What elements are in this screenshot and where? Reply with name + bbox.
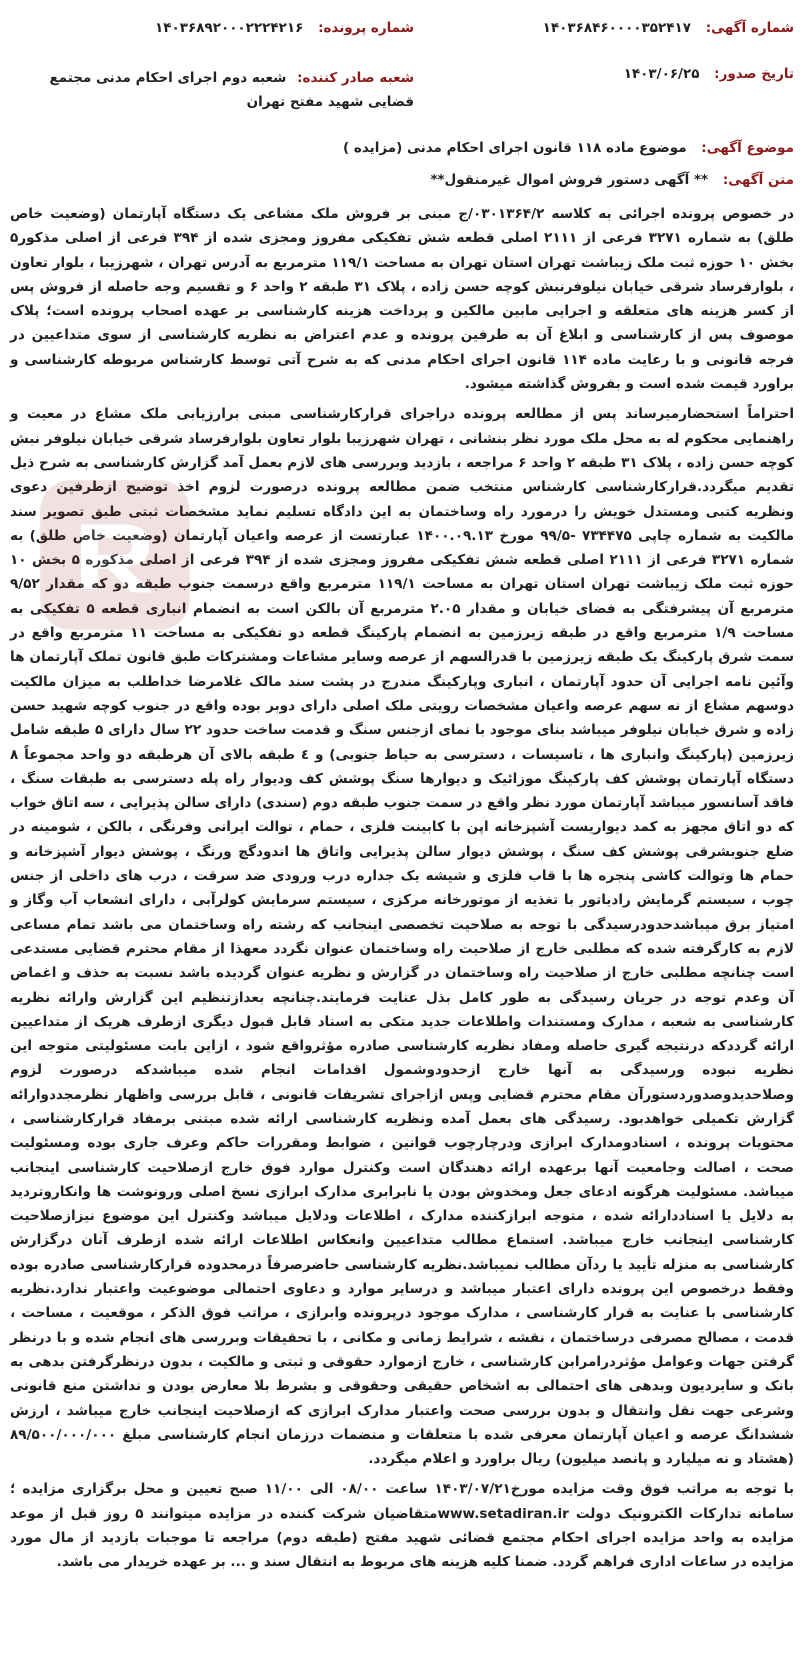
notice-title: ** آگهی دستور فروش اموال غیرمنقول**: [430, 172, 709, 188]
paragraph-expert-report: احتراماً استحضارمیرساند پس از مطالعه پرونده دراجرای قرارکارشناسی مبنی برارزیابی ملک مشاع در معیت و راهنمایی محکوم له به محل ملک مورد نظر بنشانی ، تهران شهرزیبا بلوار تعاون بلوارفرساد شرقی خیابان نیلوفر نبش کوچه حسن زاده ، پلاک ۳۱ طبقه ۲ واحد ۶ مراجعه ، بازدید وبررسی های لازم بعمل آمد گزارش کارشناسی به شرح ذیل تقدیم میگردد.قرارکارشناسی کارشناس منتخب ضمن مطالعه پرونده درصورت لزوم اخذ توضیح ازطرفین دعوی ونظریه کتبی ومستدل خویش را درمورد راه وساختمان به این دادگاه تسلیم نماید مشخصات ثبتی طبق تصویر سند مالکیت به شماره چاپی ۷۳۴۴۷۵ -۹۹/۵ مورخ ۱۴۰۰.۰۹.۱۳ عبارتست از عرصه واعیان آپارتمان (وضعیت خاص طلق) به شماره ۳۲۷۱ فرعی از ۲۱۱۱ اصلی قطعه شش تفکیکی مفروز ومجزی شده از ۳۹۴ فرعی از اصلی مذکوره ۵ بخش ۱۰ حوزه ثبت ملک زیباشت تهران استان تهران به مساحت ۱۱۹/۱ مترمربع واقع درسمت جنوب طبقه دو که مقدار ۹/۵۲ مترمربع آن پیشرفتگی به فضای خیابان و مقدار ۲.۰۵ مترمربع آن بالکن است به انضمام انباری قطعه ۵ تفکیکی به مساحت ۱/۹ مترمربع واقع در طبقه زیرزمین به انضمام پارکینگ قطعه دو تفکیکی به مساحت ۱۱ مترمربع واقع در سمت شرق پارکینگ یک طبقه زیرزمین با قدرالسهم از عرصه وسایر مشاعات ومشترکات طبق قانون تملک آپارتمان ها وآئین نامه اجرایی آن حدود آپارتمان ، انباری وپارکینگ مندرج در پشت سند مالک غلامرضا خداطلب به میزان مالکیت دوسهم مشاع از نه سهم عرصه واعیان مشخصات رویتی ملک اصلی دارای دوبر بوده واقع در جنوب کوچه شهید حسن زاده و شرق خیابان نیلوفر میباشد بنای موجود با نمای ازجنس سنگ و قدمت ساخت حدود ۲۲ سال دارای ۵ طبقه شامل زیرزمین (پارکینگ وانباری ها ، تاسیسات ، دسترسی به حیاط جنوبی) و ٤ طبقه بالای آن هرطبقه دو واحد مجموعاً ۸ دستگاه آپارتمان پوشش کف پارکینگ موزائیک و دیوارها سنگ پوشش کف ودیوار راه پله دسترسی به طبقات سنگ ، فاقد آسانسور میباشد آپارتمان مورد نظر واقع در سمت جنوب طبقه دوم (سندی) دارای سالن پذیرایی ، سه اتاق خواب که دو اتاق مجهز به کمد دیواریست آشپزخانه اپن با کابینت فلزی ، حمام ، توالت ایرانی وفرنگی ، بالکن ، شومینه در ضلع جنوبشرقی پوشش کف سنگ ، پوشش دیوار سالن پذیرایی واتاق ها اندودگچ ورنگ ، پوشش دیوار آشپزخانه و حمام ها وتوالت کاشی پنجره ها با قاب فلزی و شیشه یک جداره درب ورودی ضد سرقت ، درب های داخلی از جنس چوب ، سیستم گرمایش رادیاتور با تغذیه از موتورخانه مرکزی ، سیستم سرمایش کولرآبی ، دارای انشعاب آب وگاز و امتیاز برق میباشدحدودرسیدگی با توجه به صلاحیت تخصصی اینجانب که رشته راه وساختمان می باشد تمام مساعی لازم به کارگرفته شده که مطلبی خارج از صلاحیت راه وساختمان عنوان نگردد معهذا از مقام محترم قضایی مستدعی است چنانچه مطلبی خارج از صلاحیت راه وساختمان در گزارش و نظریه عنوان گردیده باشد نسبت به حذف و اغماض آن وعدم توجه در جریان رسیدگی به طور کامل بذل عنایت فرمایند.چنانچه بعدازتنظیم این گزارش وارائه نظریه کارشناسی به شعبه ، مدارک ومستندات واطلاعات جدید متکی به اسناد قابل قبول دیگری ازطرف هریک از متداعیین ارائه گرددکه درنتیجه گیری حاصله ومفاد نظریه کارشناسی صادره مؤثرواقع شود ، ازاین بابت مسئولیتی متوجه این نظریه نبوده ورسیدگی به آنها خارج ازحدودوشمول اقدامات انجام شده میباشدکه درصورت لزوم وصلاحدیدوصدوردستورآن مقام محترم قضایی وپس ازاجرای تشریفات قانونی ، قابل بررسی واظهار نظرمجددوارائه گزارش تکمیلی خواهدبود. رسیدگی های بعمل آمده ونظریه کارشناسی ارائه شده مبتنی برمفاد قرارکارشناسی ، محتویات پرونده ، اسنادومدارک ابرازی ودرچارچوب قوانین ، ضوابط ومقررات حاکم وعرف جاری بوده ومسئولیت صحت ، اصالت وجامعیت آنها برعهده ارائه دهندگان است وکنترل موارد فوق خارج ازصلاحیت کارشناسی اینجانب میباشد. مسئولیت هرگونه ادعای جعل ومخدوش بودن یا نابرابری مدارک ابرازی نسخ اصلی ورونوشت ها وانکاروتردید به دلایل یا اسناددارائه شده ، متوجه ابرازکننده مدارک ، اطلاعات ودلایل میباشد وکنترل این موضوع نیزازصلاحیت کارشناسی اینجانب خارج میباشد. استماع مطالب متداعیین وانعکاس اطلاعات ارائه شده ازطرف آنان درگزارش کارشناسی به منزله تأیید یا ردآن مطالب نمیباشد.نظریه کارشناسی حاضرصرفاً درمحدوده قرارکارشناسی صادره بوده وفقط درخصوص این پرونده دارای اعتبار میباشد و درسایر موارد و دعاوی احتمالی موضوعیت واعتبار ندارد.نظریه کارشناسی با عنایت به قرار کارشناسی ، مدارک موجود درپرونده وابرازی ، مراتب فوق الذکر ، موقعیت ، مساحت ، قدمت ، مصالح مصرفی درساختمان ، نقشه ، شرایط زمانی و مکانی ، با تحقیقات وبررسی های انجام شده و با درنظر گرفتن جهات وعوامل مؤثردرامرابن کارشناسی ، خارج ازموارد حقوقی و ثبتی و مالکیت ، بدون درنظرگرفتن بدهی به بانک و سایردیون وبدهی های احتمالی به اشخاص حقیقی وحقوقی و بشرط بلا معارض بودن و نداشتن منع قانونی وشرعی جهت نقل وانتقال و بدون بررسی صحت واعتبار مدارک ابرازی که ازصلاحیت اینجانب خارج میباشد ، ارزش ششدانگ عرصه و اعیان آپارتمان معرفی شده با متعلقات و منضمات درزمان انجام کارشناسی مبلغ ۸۹/۵۰۰/۰۰۰/۰۰۰ (هشتاد و نه میلیارد و پانصد میلیون) ریال براورد و اعلام میگردد.: [10, 406, 795, 1468]
subject-row: [10, 140, 794, 172]
paragraph-intro: در خصوص پرونده اجرائی به کلاسه ۰۳۰۱۳۶۴/۲/ج مبنی بر فروش ملک مشاعی یک دستگاه آپارتمان (وضعیت خاص طلق) به شماره ۳۲۷۱ فرعی از ۲۱۱۱ اصلی قطعه شش تفکیکی مفروز ومجزی شده از ۳۹۴ فرعی از اصلی مذکور۵ بخش ۱۰ حوزه ثبت ملک زیباشت تهران استان تهران به مساحت ۱۱۹/۱ مترمربع به آدرس تهران ، شهرزیبا ، بلوار تعاون ، بلوارفرساد شرقی خیابان نیلوفرنبش کوچه حسن زاده ، پلاک ۳۱ طبقه ۲ واحد ۶ و تقسیم وجه حاصله از فروش پس از کسر هزینه های متعلقه و اجرایی مابین مالکین و پرداخت هزینه کارشناسی بر عهده اصحاب پرونده است؛ پلاک موصوف پس از کارشناسی و ابلاغ آن به طرفین پرونده و عدم اعتراض به نظریه کارشناسی از سوی متداعیین در فرجه قانونی و با رعایت ماده ۱۱۴ قانون اجرای احکام مدنی که به شرح آتی توسط کارشناس مربوطه کارشناسی و براورد قیمت شده است و بفروش گذاشته میشود.: [10, 206, 794, 393]
issuer-field: [14, 66, 414, 114]
issuer-label: شعبه صادر کننده:: [297, 70, 414, 86]
header-row-1: [10, 20, 794, 66]
issue-date-label: تاریخ صدور:: [714, 66, 794, 82]
paragraph-auction-details: با توجه به مراتب فوق وقت مزایده مورخ۱۴۰۳/۰۷/۲۱ ساعت ۰۸/۰۰ الی ۱۱/۰۰ صبح تعیین و محل برگزاری مزایده ؛سامانه تدارکات الکترونیک دولت www.setadiran.irمتقاضیان شرکت کننده در مزایده میتوانند ۵ روز قبل از موعد مزایده به واحد مزایده اجرای احکام مجتمع قضائی شهید مفتح (طبقه دوم) مراجعه تا موجبات بازدید از مال مورد مزایده در ساعات اداری فراهم گردد. ضمنا کلیه هزینه های مربوط به انتقال سند و ... بر عهده خریدار می باشد.: [10, 1481, 794, 1571]
notice-number-value: ۱۴۰۳۶۸۴۶۰۰۰۰۳۵۲۴۱۷: [542, 20, 691, 36]
text-label: متن آگهی:: [722, 172, 794, 188]
case-number-value: ۱۴۰۳۶۸۹۲۰۰۰۲۲۲۴۲۱۶: [155, 20, 304, 36]
case-number-field: [14, 20, 414, 36]
case-number-label: شماره پرونده:: [318, 20, 414, 36]
notice-number-field: [434, 20, 794, 36]
subject-label: موضوع آگهی:: [701, 140, 794, 156]
issue-date-field: [434, 66, 794, 82]
subject-value: موضوع ماده ۱۱۸ قانون اجرای احکام مدنی (مزایده ): [343, 140, 687, 156]
header-row-2: [10, 66, 794, 140]
notice-body: [10, 202, 794, 1575]
notice-number-label: شماره آگهی:: [705, 20, 794, 36]
issue-date-value: ۱۴۰۳/۰۶/۲۵: [623, 66, 700, 82]
text-title-row: [10, 172, 794, 202]
issuer-value: شعبه دوم اجرای احکام مدنی مجتمع قضایی شهید مفتح تهران: [49, 70, 414, 110]
